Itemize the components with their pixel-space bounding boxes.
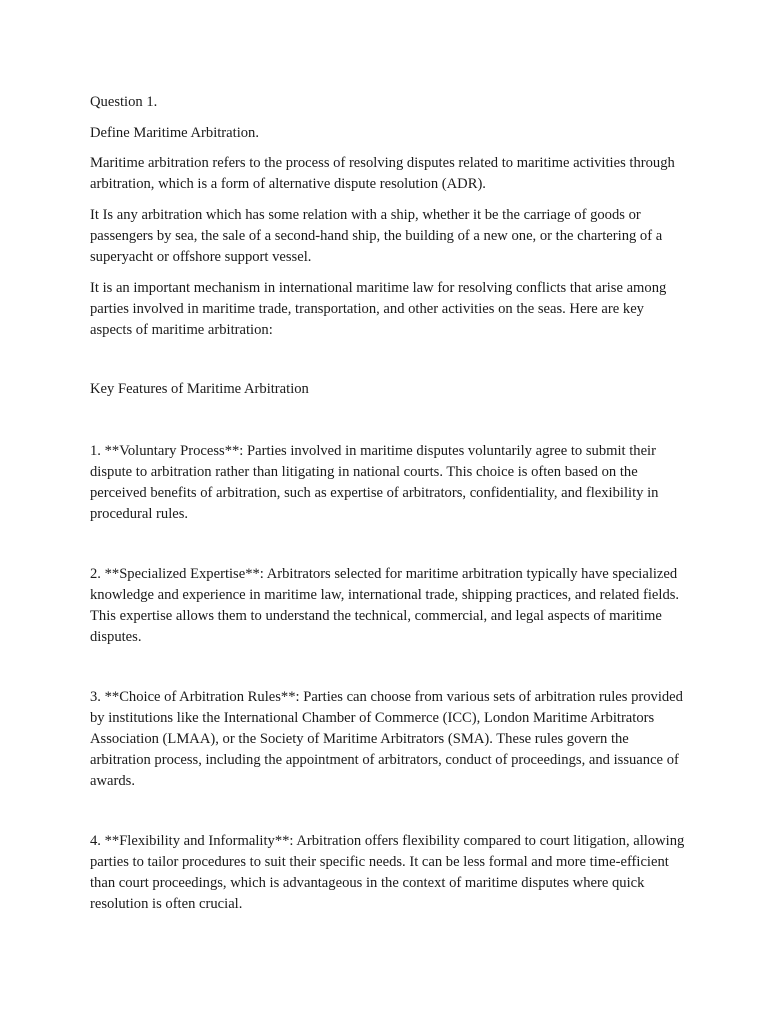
mechanism-paragraph: It is an important mechanism in international maritime law for resolving conflicts that arise among parties involved in maritime trade, transportation, and other activities on the seas. Here are key aspects of maritime arbitration: — [90, 280, 667, 338]
scope-paragraph: It Is any arbitration which has some relation with a ship, whether it be the carriage of goods or passengers by sea, the sale of a second-hand ship, the building of a new one, or the chartering of a superyacht or offshore support vessel. — [90, 207, 663, 265]
feature-voluntary-process: 1. **Voluntary Process**: Parties involved in maritime disputes voluntarily agree to submit their dispute to arbitration rather than litigating in national courts. This choice is often based on the perceived benefits of arbitration, such as expertise of arbitrators, confidentiality, and flexibility in procedural rules. — [90, 443, 659, 522]
question-label: Question 1. — [90, 94, 158, 110]
definition-paragraph: Maritime arbitration refers to the process of resolving disputes related to maritime activities through arbitration, which is a form of alternative dispute resolution (ADR). — [90, 155, 675, 192]
section-heading: Key Features of Maritime Arbitration — [90, 381, 309, 397]
feature-specialized-expertise: 2. **Specialized Expertise**: Arbitrators selected for maritime arbitration typically have specialized knowledge and experience in maritime law, international trade, shipping practices, and related fields. This expertise allows them to understand the technical, commercial, and legal aspects of maritime disputes. — [90, 566, 680, 645]
question-prompt: Define Maritime Arbitration. — [90, 125, 259, 141]
feature-flexibility-informality: 4. **Flexibility and Informality**: Arbitration offers flexibility compared to court litigation, allowing parties to tailor procedures to suit their specific needs. It can be less formal and more time-efficient than court proceedings, which is advantageous in the context of maritime disputes where quick resolution is often crucial. — [90, 833, 685, 912]
feature-arbitration-rules: 3. **Choice of Arbitration Rules**: Parties can choose from various sets of arbitration rules provided by institutions like the International Chamber of Commerce (ICC), London Maritime Arbitrators Association (LMAA), or the Society of Maritime Arbitrators (SMA). These rules govern the arbitration process, including the appointment of arbitrators, conduct of proceedings, and issuance of awards. — [90, 689, 683, 789]
